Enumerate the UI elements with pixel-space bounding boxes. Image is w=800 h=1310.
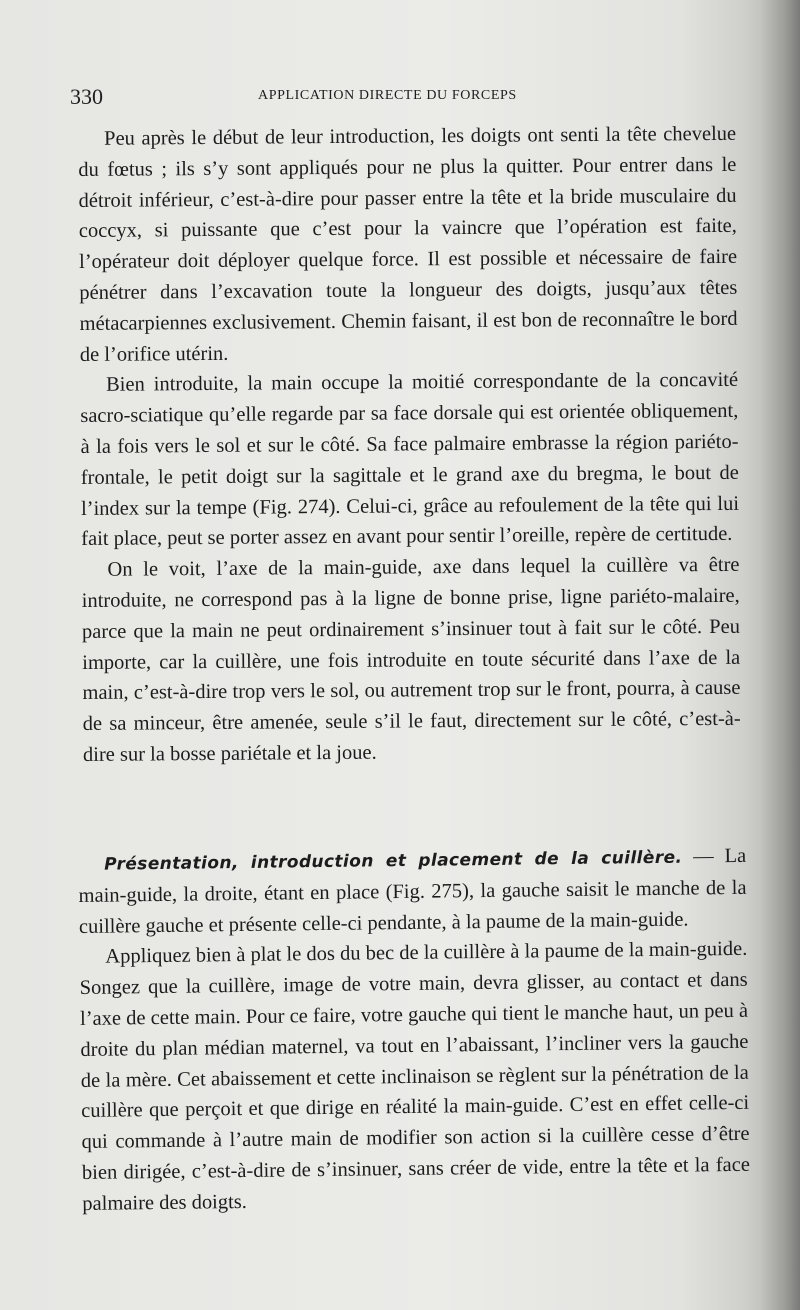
page-edge-shadow (760, 0, 800, 1310)
section-title: Présentation, introduction et placement de la cuillère. (104, 847, 683, 875)
paragraph: Bien introduite, la main occupe la moitié correspondante de la concavité sacro-sciatique qu’elle regarde par sa face dorsale qui est orientée obliquement, à la fois vers le sol et sur le côté. Sa face palmaire embrasse la région pariéto-frontale, le petit doigt sur la sagittale et le grand axe du bregma, le bout de l’index sur la tempe (Fig. 274). Celui-ci, grâce au refoulement de la tête qui lui fait place, peut se porter assez en avant pour sentir l’oreille, repère de certitude. (80, 369, 740, 551)
section (78, 841, 750, 1220)
paragraph: On le voit, l’axe de la main-guide, axe dans lequel la cuillère va être introduite, ne correspond pas à la ligne de bonne prise, ligne pariéto-malaire, parce que la main ne peut ordinairement s’insinuer tout à fait sur le côté. Peu importe, car la cuillère, une fois introduite en toute sécurité dans l’axe de la main, c’est-à-dire trop vers le sol, ou autrement trop sur le front, pourra, à cause de sa minceur, être amenée, seule s’il le faut, directement sur le côté, c’est-à-dire sur la bosse pariétale et la joue. (81, 553, 741, 766)
running-title: APPLICATION DIRECTE DU FORCEPS (258, 88, 517, 103)
section-intro-paragraph (78, 841, 747, 943)
body-text (78, 119, 741, 771)
page-number: 330 (70, 84, 103, 109)
paragraph: Peu après le début de leur introduction, les doigts ont senti la tête chevelue du fœtus ; ils s’y sont appliqués pour ne plus la quitter. Pour entrer dans le détroit inférieur, c’est-à-dire pour passer entre la tête et la bride musculaire du coccyx, si puissante que c’est pour la vaincre que l’opération est faite, l’opérateur doit déployer quelque force. Il est possible et nécessaire de faire pénétrer dans l’excavation toute la longueur des doigts, jusqu’aux têtes métacarpiennes exclusivement. Chemin faisant, il est bon de reconnaître le bord de l’orifice utérin. (78, 122, 738, 366)
paragraph: Appliquez bien à plat le dos du bec de la cuillère à la paume de la main-guide. Songez que la cuillère, image de votre main, devra glisser, au contact et dans l’axe de cette main. Pour ce faire, votre gauche qui tient le manche haut, un peu à droite du plan médian maternel, va tout en l’abaissant, l’incliner vers la gauche de la mère. Cet abaissement et cette inclinaison se règlent sur la pénétration de la cuillère que perçoit et que dirige en réalité la main-guide. C’est en effet celle-ci qui commande à l’autre main de modifier son action si la cuillère cesse d’être bien dirigée, c’est-à-dire de s’insinuer, sans créer de vide, entre la tête et la face palmaire des doigts. (79, 938, 751, 1215)
section-intro-text: — La main-guide, la droite, étant en place (Fig. 275), la gauche saisit le manche de la cuillère gauche et présente celle-ci pendante, à la paume de la main-guide. (78, 844, 747, 938)
page-header (70, 84, 710, 114)
